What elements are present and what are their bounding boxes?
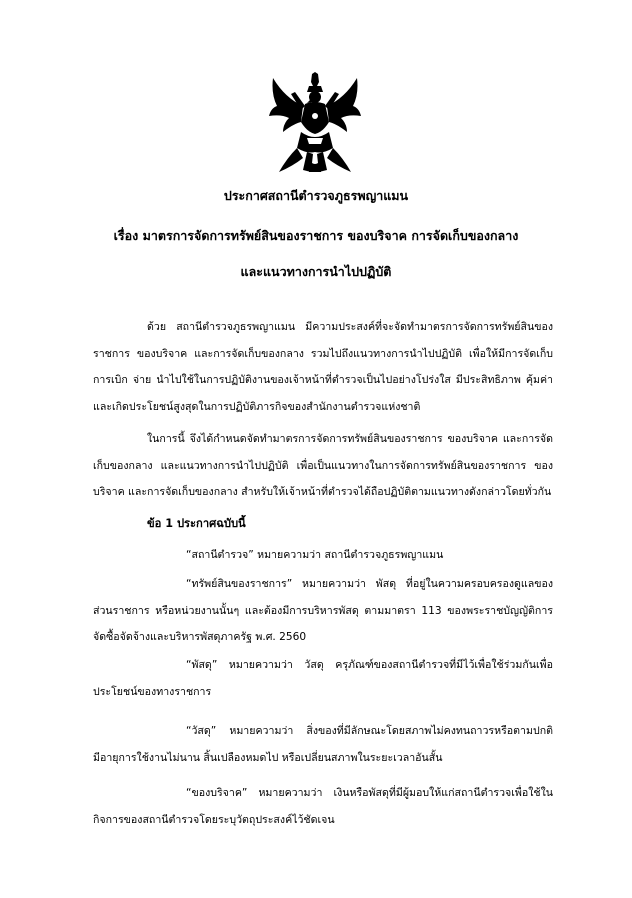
definition-item: “พัสดุ” หมายความว่า วัสดุ ครุภัณฑ์ของสถานีตำรวจที่มีไว้เพื่อใช้ร่วมกันเพื่อประโยชน์ของทางราชการ — [93, 659, 553, 698]
definition-item: “ทรัพย์สินของราชการ” หมายความว่า พัสดุ ที่อยู่ในความครอบครองดูแลของส่วนราชการ หรือหน่วยงานนั้นๆ และต้องมีการบริหารพัสดุ ตามมาตรา 113 ของพระราชบัญญัติการจัดซื้อจัดจ้างและบริหารพัสดุภาครัฐ พ.ศ. 2560 — [93, 578, 553, 643]
section-heading: ข้อ 1 ประกาศฉบับนี้ — [147, 517, 246, 530]
document-title: ประกาศสถานีตำรวจภูธรพญาแมน — [223, 188, 409, 203]
document-subject: เรื่อง มาตรการจัดการทรัพย์สินของราชการ ของบริจาค การจัดเก็บของกลาง — [113, 228, 519, 243]
garuda-emblem-icon — [267, 72, 363, 174]
definition-item: “วัสดุ” หมายความว่า สิ่งของที่มีลักษณะโดยสภาพไม่คงทนถาวรหรือตามปกติมีอายุการใช้งานไม่นาน สิ้นเปลืองหมดไป หรือเปลี่ยนสภาพในระยะเวลาอันสั้น — [93, 725, 553, 764]
document-subject-cont: และแนวทางการนำไปปฏิบัติ — [240, 264, 392, 279]
definition-item: “สถานีตำรวจ” หมายความว่า สถานีตำรวจภูธรพญาแมน — [186, 549, 444, 561]
definition-item: “ของบริจาค” หมายความว่า เงินหรือพัสดุที่มีผู้มอบให้แก่สถานีตำรวจเพื่อใช้ในกิจการของสถานีตำรวจโดยระบุวัตถุประสงค์ไว้ชัดเจน — [93, 787, 553, 826]
paragraph-intro: ด้วย สถานีตำรวจภูธรพญาแมน มีความประสงค์ที่จะจัดทำมาตรการจัดการทรัพย์สินของราชการ ของบริจาค และการจัดเก็บของกลาง รวมไปถึงแนวทางการนำไปปฏิบัติ เพื่อให้มีการจัดเก็บ การเบิก จ่าย นำไปใช้ในการปฏิบัติงานของเจ้าหน้าที่ตำรวจเป็นไปอย่างโปร่งใส มีประสิทธิภาพ คุ้มค่า และเกิดประโยชน์สูงสุดในการปฏิบัติภารกิจของสำนักงานตำรวจแห่งชาติ — [93, 321, 553, 413]
paragraph-purpose: ในการนี้ จึงได้กำหนดจัดทำมาตรการจัดการทรัพย์สินของราชการ ของบริจาค และการจัดเก็บของกลาง และแนวทางการนำไปปฏิบัติ เพื่อเป็นแนวทางในการจัดการทรัพย์สินของราชการ ของบริจาค และการจัดเก็บของกลาง สำหรับให้เจ้าหน้าที่ตำรวจได้ถือปฏิบัติตามแนวทางดังกล่าวโดยทั่วกัน — [93, 433, 553, 498]
